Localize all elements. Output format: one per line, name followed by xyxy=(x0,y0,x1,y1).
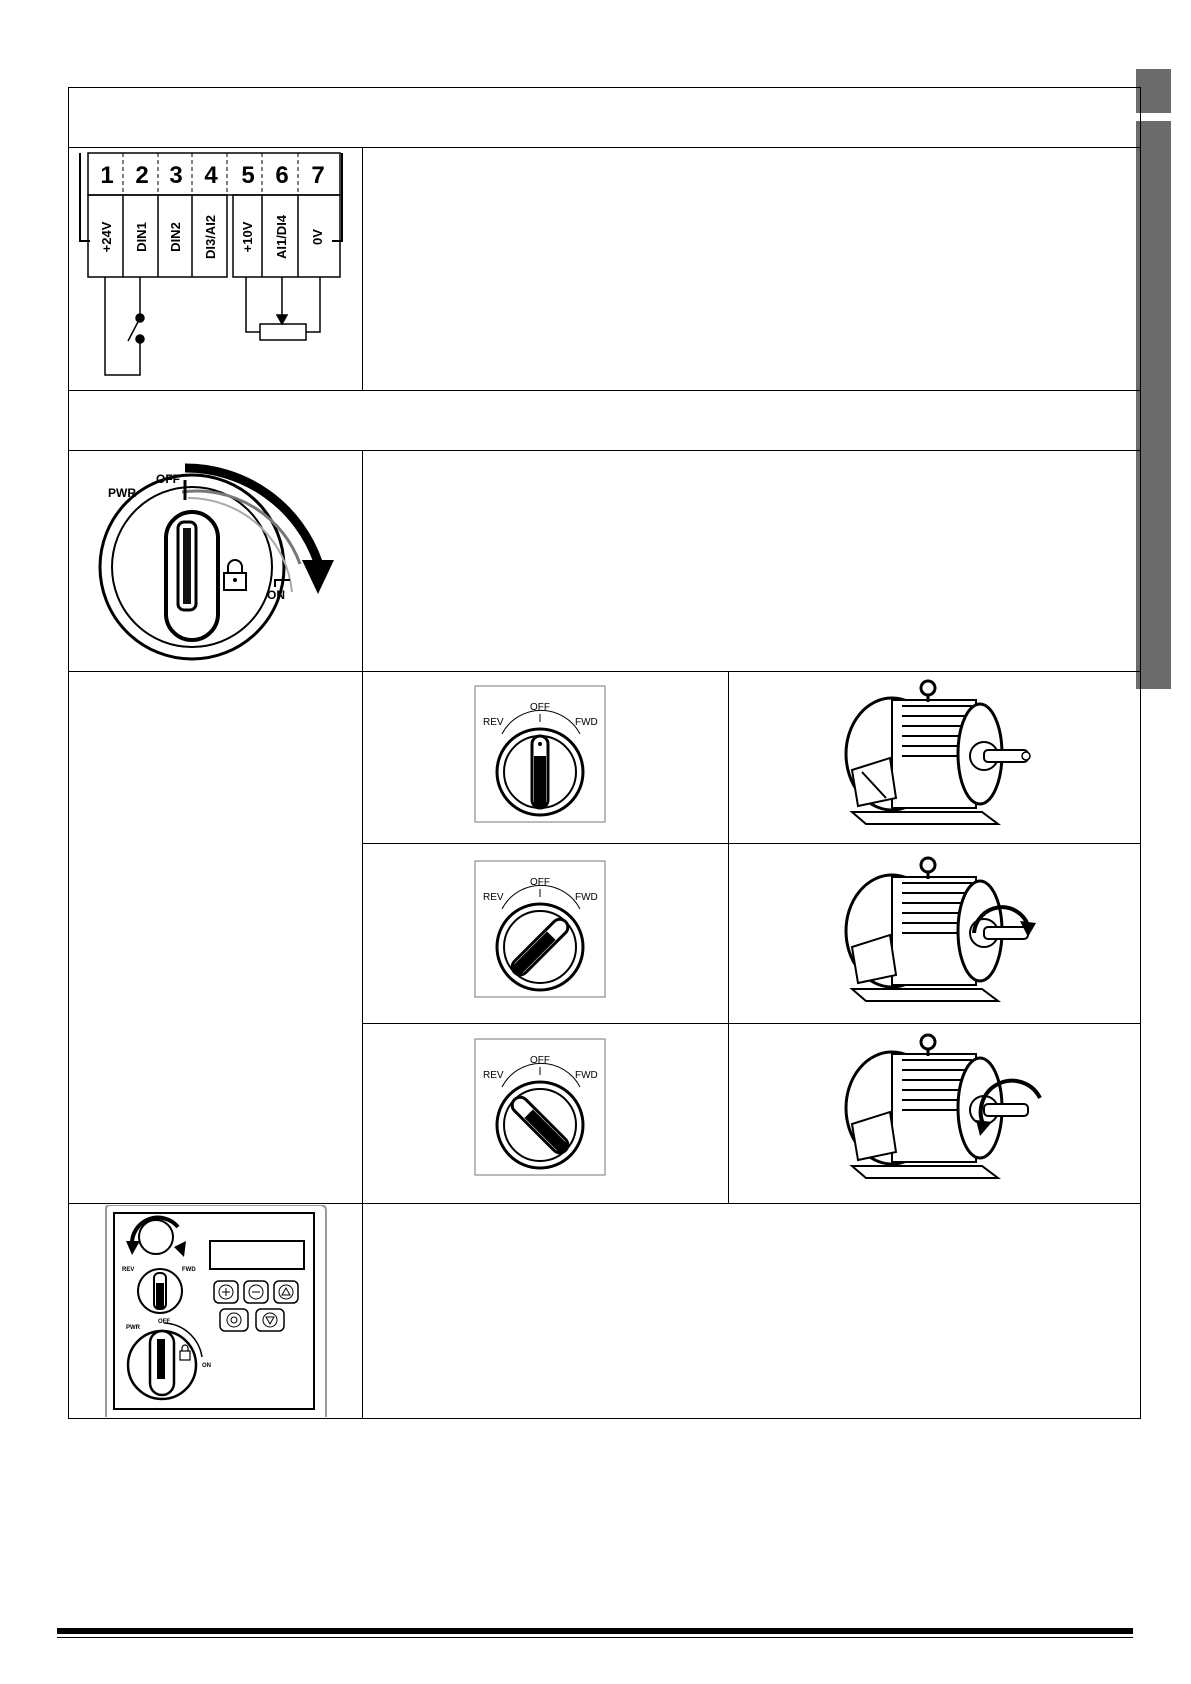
table-rule xyxy=(728,671,729,1203)
terminal-number: 1 xyxy=(100,162,114,189)
motor-forward-illustration xyxy=(832,849,1052,1011)
terminal-label: DI3/AI2 xyxy=(203,214,218,260)
terminal-wiring-diagram xyxy=(70,149,360,389)
direction-switch-off-diagram xyxy=(470,684,610,824)
motor-icon xyxy=(832,672,1042,834)
motor-reverse-illustration xyxy=(832,1026,1052,1188)
terminal-label: AI1/DI4 xyxy=(274,214,289,260)
table-rule xyxy=(68,147,1141,148)
table-rule xyxy=(362,843,1141,844)
off-label: OFF xyxy=(530,702,550,713)
pwr-label: PWR xyxy=(126,1325,140,1331)
keypad-illustration xyxy=(70,1205,360,1417)
terminal-number: 4 xyxy=(204,162,218,189)
pwr-label: PWR xyxy=(108,486,136,500)
lock-icon xyxy=(224,560,246,590)
potentiometer-icon xyxy=(246,277,320,340)
table-rule xyxy=(362,450,363,1419)
fwd-label: FWD xyxy=(182,1267,196,1273)
direction-switch-fwd-diagram xyxy=(470,859,610,999)
switch-contact-icon xyxy=(105,277,144,375)
terminal-number: 5 xyxy=(241,162,255,189)
terminal-label: 0V xyxy=(310,229,325,245)
motor-icon xyxy=(832,1026,1052,1188)
terminal-number: 3 xyxy=(169,162,183,189)
rev-label: REV xyxy=(483,717,504,728)
terminal-number: 7 xyxy=(311,162,325,189)
on-label: ON xyxy=(202,1363,211,1369)
off-label: OFF xyxy=(158,1319,170,1325)
table-rule xyxy=(68,450,1141,451)
off-label: OFF xyxy=(156,472,180,486)
motor-stopped-illustration xyxy=(832,672,1042,834)
fwd-label: FWD xyxy=(575,717,598,728)
rev-label: REV xyxy=(122,1267,135,1273)
table-rule xyxy=(362,147,363,390)
terminal-number: 2 xyxy=(135,162,149,189)
fwd-label: FWD xyxy=(575,892,598,903)
motor-icon xyxy=(832,849,1052,1011)
terminal-number: 6 xyxy=(275,162,289,189)
off-label: OFF xyxy=(530,877,550,888)
keypad-icon xyxy=(70,1205,360,1417)
footer-rule xyxy=(57,1637,1133,1638)
fwd-label: FWD xyxy=(575,1070,598,1081)
section-tab-top xyxy=(1136,69,1171,113)
direction-switch-rev-diagram xyxy=(470,1037,610,1177)
terminal-label: +24V xyxy=(99,221,114,253)
table-rule xyxy=(68,390,1141,391)
table-rule xyxy=(362,1023,1141,1024)
footer-rule xyxy=(57,1628,1133,1634)
on-label: ON xyxy=(267,588,285,602)
power-switch-illustration xyxy=(70,452,360,670)
table-rule xyxy=(68,1203,1141,1204)
rev-label: REV xyxy=(483,892,504,903)
section-tab xyxy=(1136,121,1171,689)
terminal-label: +10V xyxy=(240,221,255,253)
terminal-label: DIN2 xyxy=(168,222,183,252)
off-label: OFF xyxy=(530,1055,550,1066)
rev-label: REV xyxy=(483,1070,504,1081)
terminal-label: DIN1 xyxy=(134,222,149,252)
